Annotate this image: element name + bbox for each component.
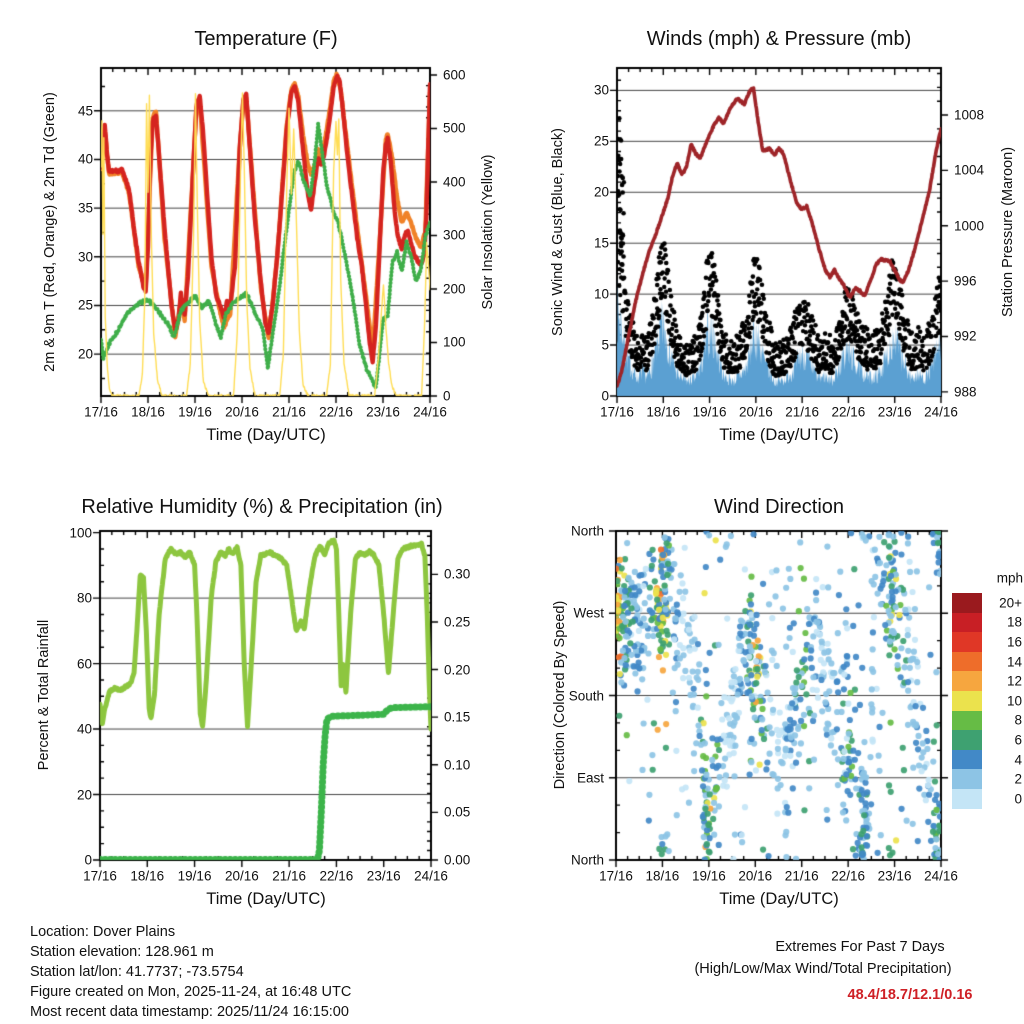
tick-label: 19/16 (692, 404, 727, 420)
tick-label: 20/16 (225, 404, 259, 420)
tick-label: 20 (593, 184, 609, 200)
extremes-title: Extremes For Past 7 Days (775, 938, 945, 955)
tick-label: 80 (76, 590, 92, 606)
colorbar-segment (952, 730, 982, 750)
tick-label: 20 (76, 786, 92, 802)
colorbar-units-label: mph (996, 570, 1023, 586)
tick-label: 21/16 (272, 404, 306, 420)
tick-label: 19/16 (177, 868, 212, 884)
tick-label: 25 (593, 133, 609, 149)
tick-label: 40 (77, 151, 93, 167)
winds-pressure-x-axis-label: Time (Day/UTC) (719, 425, 839, 444)
tick-label: 400 (443, 174, 466, 190)
tick-label: 18/16 (645, 868, 680, 884)
tick-label: 12 (1006, 673, 1022, 689)
tick-label: 35 (77, 200, 93, 216)
colorbar-segment (952, 593, 982, 613)
tick-label: 24/16 (413, 404, 447, 420)
extremes-values: 48.4/18.7/12.1/0.16 (847, 986, 973, 1003)
tick-label: 0.20 (444, 661, 471, 677)
tick-label: 100 (443, 334, 466, 350)
tick-label: 600 (443, 67, 466, 83)
wind-y-axis-label: Sonic Wind & Gust (Blue, Black) (549, 128, 566, 336)
wind-direction-x-axis-label: Time (Day/UTC) (719, 889, 839, 908)
tick-label: 60 (76, 655, 92, 671)
tick-label: 4 (1014, 751, 1022, 767)
footer-location: Location: Dover Plains (30, 923, 176, 940)
colorbar-segment (952, 671, 982, 691)
tick-label: 23/16 (877, 868, 912, 884)
tick-label: 20/16 (738, 868, 773, 884)
tick-label: 10 (1006, 693, 1022, 709)
winds-pressure-chart-title: Winds (mph) & Pressure (mb) (646, 28, 912, 50)
colorbar-segment (952, 789, 982, 809)
tick-label: 996 (954, 273, 977, 289)
tick-label: 5 (601, 337, 609, 353)
tick-label: North (570, 852, 604, 868)
tick-label: 0.05 (444, 804, 471, 820)
tick-label: 18/16 (130, 868, 165, 884)
colorbar-segment (952, 711, 982, 731)
tick-label: 19/16 (691, 868, 726, 884)
footer-last-data: Most recent data timestamp: 2025/11/24 16:15:00 (30, 1003, 349, 1020)
colorbar-segment (952, 691, 982, 711)
tick-label: 1004 (954, 162, 985, 178)
tick-label: 0.30 (444, 566, 471, 582)
tick-label: 23/16 (877, 404, 912, 420)
tick-label: 992 (954, 328, 977, 344)
tick-label: 22/16 (831, 404, 866, 420)
tick-label: 100 (69, 524, 92, 540)
rh-precip-x-axis-label: Time (Day/UTC) (206, 889, 326, 908)
tick-label: 17/16 (83, 868, 117, 884)
tick-label: 23/16 (366, 868, 401, 884)
tick-label: 18 (1006, 614, 1022, 630)
tick-label: 20/16 (738, 404, 773, 420)
tick-label: 30 (593, 82, 609, 98)
tick-label: 21/16 (784, 868, 819, 884)
tick-label: 988 (954, 384, 977, 400)
tick-label: 1008 (954, 107, 985, 123)
tick-label: 300 (443, 227, 466, 243)
tick-label: 6 (1014, 732, 1022, 748)
wind-direction-chart-title: Wind Direction (713, 496, 845, 518)
tick-label: 21/16 (785, 404, 820, 420)
tick-label: 20 (77, 346, 93, 362)
tick-label: 0.00 (444, 852, 471, 868)
tick-label: 18/16 (131, 404, 165, 420)
tick-label: 8 (1014, 712, 1022, 728)
percent-rainfall-y-axis-label: Percent & Total Rainfall (35, 619, 52, 771)
footer-latlon: Station lat/lon: 41.7737; -73.5754 (30, 963, 244, 980)
tick-label: 30 (77, 249, 93, 265)
tick-label: 17/16 (84, 404, 118, 420)
tick-label: 24/16 (414, 868, 448, 884)
tick-label: East (576, 770, 604, 785)
tick-label: 10 (593, 286, 609, 302)
tick-label: 21/16 (272, 868, 307, 884)
tick-label: North (570, 523, 604, 539)
pressure-y-axis-label: Station Pressure (Maroon) (999, 146, 1016, 318)
colorbar-segment (952, 632, 982, 652)
tick-label: 24/16 (924, 868, 958, 884)
tick-label: 17/16 (599, 868, 633, 884)
tick-label: 200 (443, 281, 466, 297)
tick-label: 0.15 (444, 709, 471, 725)
tick-label: 0 (601, 388, 609, 404)
tick-label: South (568, 687, 604, 703)
tick-label: 0 (84, 852, 92, 868)
temperature-chart-title: Temperature (F) (194, 28, 338, 50)
tick-label: 20+ (999, 595, 1022, 611)
tick-label: 0 (443, 388, 451, 404)
tick-label: 18/16 (646, 404, 681, 420)
tick-label: 1000 (954, 218, 985, 234)
footer-created: Figure created on Mon, 2025-11-24, at 16:48 UTC (30, 983, 352, 1000)
tick-label: West (573, 605, 604, 621)
temperature-y-axis-label: 2m & 9m T (Red, Orange) & 2m Td (Green) (41, 92, 58, 372)
tick-label: 22/16 (319, 404, 353, 420)
tick-label: 40 (76, 721, 92, 737)
rh-precip-chart-title: Relative Humidity (%) & Precipitation (in) (81, 496, 443, 518)
tick-label: 16 (1006, 634, 1022, 650)
tick-label: 19/16 (178, 404, 212, 420)
tick-label: 500 (443, 120, 466, 136)
tick-label: 15 (593, 235, 609, 251)
tick-label: 0.25 (444, 614, 471, 630)
temperature-x-axis-label: Time (Day/UTC) (206, 425, 326, 444)
tick-label: 25 (77, 297, 93, 313)
tick-label: 2 (1014, 771, 1022, 787)
tick-label: 45 (77, 103, 93, 119)
colorbar-segment (952, 613, 982, 633)
colorbar-segment (952, 769, 982, 789)
tick-label: 17/16 (600, 404, 634, 420)
tick-label: 22/16 (831, 868, 866, 884)
solar-y-axis-label: Solar Insolation (Yellow) (479, 154, 496, 310)
tick-label: 20/16 (224, 868, 259, 884)
colorbar-segment (952, 652, 982, 672)
tick-label: 0 (1014, 791, 1022, 807)
tick-label: 0.10 (444, 757, 471, 773)
direction-y-axis-label: Direction (Colored By Speed) (551, 600, 568, 790)
tick-label: 23/16 (366, 404, 400, 420)
tick-label: 24/16 (924, 404, 958, 420)
colorbar-segment (952, 750, 982, 770)
extremes-subtitle: (High/Low/Max Wind/Total Precipitation) (694, 960, 952, 977)
footer-elevation: Station elevation: 128.961 m (30, 943, 214, 960)
tick-label: 14 (1006, 653, 1022, 669)
tick-label: 22/16 (319, 868, 354, 884)
